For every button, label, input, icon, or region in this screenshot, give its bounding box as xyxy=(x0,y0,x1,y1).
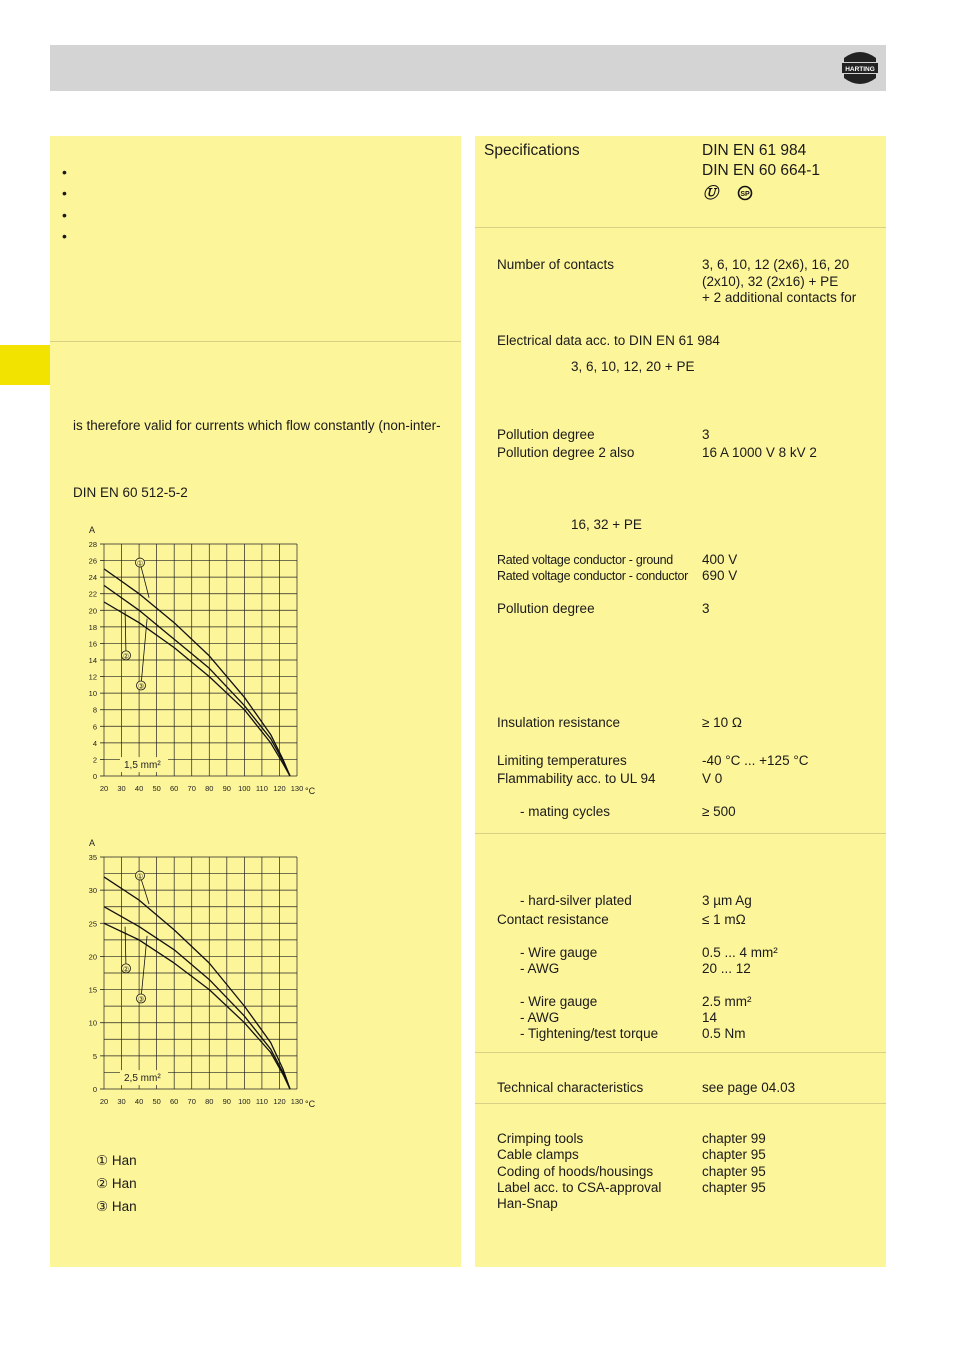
spec-standard-2: DIN EN 60 664-1 xyxy=(702,162,821,179)
row-value: 3, 6, 10, 12 (2x6), 16, 20 xyxy=(702,257,850,272)
y-axis-label: A xyxy=(89,525,96,535)
y-tick-label: 8 xyxy=(92,705,97,715)
row-label: Pollution degree xyxy=(497,601,595,616)
row-label: - hard-silver plated xyxy=(520,893,632,908)
x-tick-label: 30 xyxy=(117,784,126,793)
row-label: - Wire gauge xyxy=(520,945,598,960)
row-value: chapter 95 xyxy=(702,1164,766,1179)
x-tick-label: 100 xyxy=(238,784,251,793)
series-marker-label: ① xyxy=(136,873,144,881)
csa-mark-icon xyxy=(736,184,756,202)
divider xyxy=(475,833,886,834)
row-value: chapter 95 xyxy=(702,1180,766,1195)
derating-text: is therefore valid for currents which flow constantly (non-inter- xyxy=(73,418,441,433)
divider xyxy=(475,1052,886,1053)
divider xyxy=(475,227,886,228)
x-tick-label: 20 xyxy=(99,784,109,793)
row-label: Rated voltage conductor - conductor xyxy=(497,569,689,583)
x-axis-label: °C xyxy=(305,786,316,796)
row-label: Crimping tools xyxy=(497,1131,584,1146)
chart-grid xyxy=(104,544,297,776)
ul-mark-icon xyxy=(702,184,728,202)
row-value: chapter 99 xyxy=(702,1131,766,1146)
x-tick-label: 60 xyxy=(170,1097,179,1106)
x-tick-label: 90 xyxy=(222,1097,231,1106)
row-value: 20 ... 12 xyxy=(702,961,751,976)
series-marker-label: ② xyxy=(122,966,130,974)
x-tick-label: 110 xyxy=(255,1097,268,1106)
x-tick-label: 80 xyxy=(205,1097,214,1106)
row-label: - mating cycles xyxy=(520,804,611,819)
legend-item-2: ② Han xyxy=(96,1176,137,1191)
y-tick-label: 10 xyxy=(88,1018,97,1028)
y-tick-label: 12 xyxy=(88,672,97,682)
row-value: -40 °C ... +125 °C xyxy=(702,753,809,768)
row-label: Electrical data acc. to DIN EN 61 984 xyxy=(497,333,720,348)
row-value: 400 V xyxy=(702,552,738,567)
cross-section-label: 2,5 mm² xyxy=(124,1073,161,1085)
x-tick-label: 130 xyxy=(290,784,304,793)
y-tick-label: 20 xyxy=(88,952,97,962)
y-tick-label: 25 xyxy=(88,919,97,929)
y-tick-label: 30 xyxy=(88,886,97,896)
derating-chart-1-5mm xyxy=(80,520,330,805)
row-label: - Tightening/test torque xyxy=(520,1026,659,1041)
y-tick-label: 26 xyxy=(88,556,97,566)
x-tick-label: 110 xyxy=(255,784,268,793)
bullet-dot: • xyxy=(62,164,67,180)
bullet-dot: • xyxy=(62,228,67,244)
y-tick-label: 18 xyxy=(88,622,97,632)
svg-text:Ⓤ: Ⓤ xyxy=(703,185,719,202)
row-value: + 2 additional contacts for xyxy=(702,290,857,305)
chart-grid xyxy=(104,857,297,1089)
x-tick-label: 30 xyxy=(117,1097,126,1106)
y-tick-label: 5 xyxy=(92,1051,97,1061)
derating-chart-2-5mm xyxy=(80,833,330,1118)
row-value: 3 µm Ag xyxy=(702,893,752,908)
row-label: Technical characteristics xyxy=(497,1080,644,1095)
harting-logo xyxy=(840,48,880,88)
y-tick-label: 0 xyxy=(92,772,97,781)
specifications-label: Specifications xyxy=(484,142,580,159)
row-label: Coding of hoods/housings xyxy=(497,1164,654,1179)
x-tick-label: 20 xyxy=(99,1097,109,1106)
x-tick-label: 60 xyxy=(170,784,179,793)
y-tick-label: 16 xyxy=(88,639,97,649)
x-tick-label: 70 xyxy=(187,784,196,793)
x-tick-label: 70 xyxy=(187,1097,196,1106)
y-tick-label: 20 xyxy=(88,606,97,616)
callout-line xyxy=(141,936,147,999)
row-label: Label acc. to CSA-approval xyxy=(497,1180,662,1195)
row-value: 3 xyxy=(702,601,710,616)
y-tick-label: 15 xyxy=(88,985,97,995)
row-value: 0.5 Nm xyxy=(702,1026,746,1041)
bullet-dot: • xyxy=(62,185,67,201)
row-label: Contact resistance xyxy=(497,912,609,927)
row-label: - AWG xyxy=(520,1010,560,1025)
header-bar xyxy=(50,45,886,91)
standard-ref: DIN EN 60 512-5-2 xyxy=(73,485,188,500)
x-tick-label: 40 xyxy=(134,784,144,793)
x-tick-label: 130 xyxy=(290,1097,304,1106)
x-tick-label: 100 xyxy=(238,1097,251,1106)
y-tick-label: 24 xyxy=(88,573,97,583)
y-tick-label: 6 xyxy=(92,722,97,732)
bullet-dot: • xyxy=(62,207,67,223)
legend-item-3: ③ Han xyxy=(96,1199,137,1214)
row-value: 0.5 ... 4 mm² xyxy=(702,945,778,960)
x-axis-label: °C xyxy=(305,1099,316,1109)
row-label: Cable clamps xyxy=(497,1147,579,1162)
series-marker-label: ③ xyxy=(137,996,145,1004)
row-label: Han-Snap xyxy=(497,1196,558,1211)
row-label: Number of contacts xyxy=(497,257,615,272)
row-label: 16, 32 + PE xyxy=(571,517,642,532)
divider xyxy=(475,1103,886,1104)
x-tick-label: 90 xyxy=(222,784,231,793)
callout-line xyxy=(141,619,147,686)
row-value: ≤ 1 mΩ xyxy=(702,912,746,927)
row-value: see page 04.03 xyxy=(702,1080,796,1095)
y-axis-label: A xyxy=(89,838,96,848)
y-tick-label: 14 xyxy=(88,656,97,665)
series-marker-label: ② xyxy=(122,653,130,661)
logo-text: HARTING xyxy=(845,66,875,73)
y-tick-label: 10 xyxy=(88,689,97,699)
row-label: - AWG xyxy=(520,961,560,976)
row-value: ≥ 10 Ω xyxy=(702,715,743,730)
row-label: 3, 6, 10, 12, 20 + PE xyxy=(571,359,695,374)
x-tick-label: 120 xyxy=(273,784,286,793)
x-tick-label: 40 xyxy=(134,1097,144,1106)
spec-standard-1: DIN EN 61 984 xyxy=(702,142,807,159)
row-value: (2x10), 32 (2x16) + PE xyxy=(702,274,839,289)
row-label: - Wire gauge xyxy=(520,994,598,1009)
legend-item-1: ① Han xyxy=(96,1153,137,1168)
row-value: ≥ 500 xyxy=(702,804,736,819)
series-marker-label: ③ xyxy=(137,683,145,691)
x-tick-label: 50 xyxy=(152,784,161,793)
row-value: 16 A 1000 V 8 kV 2 xyxy=(702,445,817,460)
row-label: Rated voltage conductor - ground xyxy=(497,553,673,567)
x-tick-label: 120 xyxy=(273,1097,286,1106)
callout-line xyxy=(125,610,126,655)
svg-text:SP: SP xyxy=(740,191,750,198)
y-tick-label: 28 xyxy=(88,540,97,549)
series-marker-label: ① xyxy=(136,560,144,568)
y-tick-label: 35 xyxy=(88,853,97,862)
x-tick-label: 80 xyxy=(205,784,214,793)
row-label: Insulation resistance xyxy=(497,715,621,730)
cross-section-label: 1,5 mm² xyxy=(124,760,161,772)
row-label: Pollution degree 2 also xyxy=(497,445,635,460)
row-value: 2.5 mm² xyxy=(702,994,752,1009)
y-tick-label: 4 xyxy=(92,738,97,748)
divider xyxy=(50,341,461,342)
callout-line xyxy=(140,563,149,598)
row-label: Limiting temperatures xyxy=(497,753,627,768)
y-tick-label: 22 xyxy=(88,589,97,599)
row-value: chapter 95 xyxy=(702,1147,766,1162)
row-value: 14 xyxy=(702,1010,718,1025)
y-tick-label: 0 xyxy=(92,1085,97,1094)
row-label: Pollution degree xyxy=(497,427,595,442)
row-value: V 0 xyxy=(702,771,723,786)
y-tick-label: 2 xyxy=(92,755,97,765)
chapter-tab xyxy=(0,345,50,385)
row-label: Flammability acc. to UL 94 xyxy=(497,771,656,786)
x-tick-label: 50 xyxy=(152,1097,161,1106)
row-value: 690 V xyxy=(702,568,738,583)
row-value: 3 xyxy=(702,427,710,442)
